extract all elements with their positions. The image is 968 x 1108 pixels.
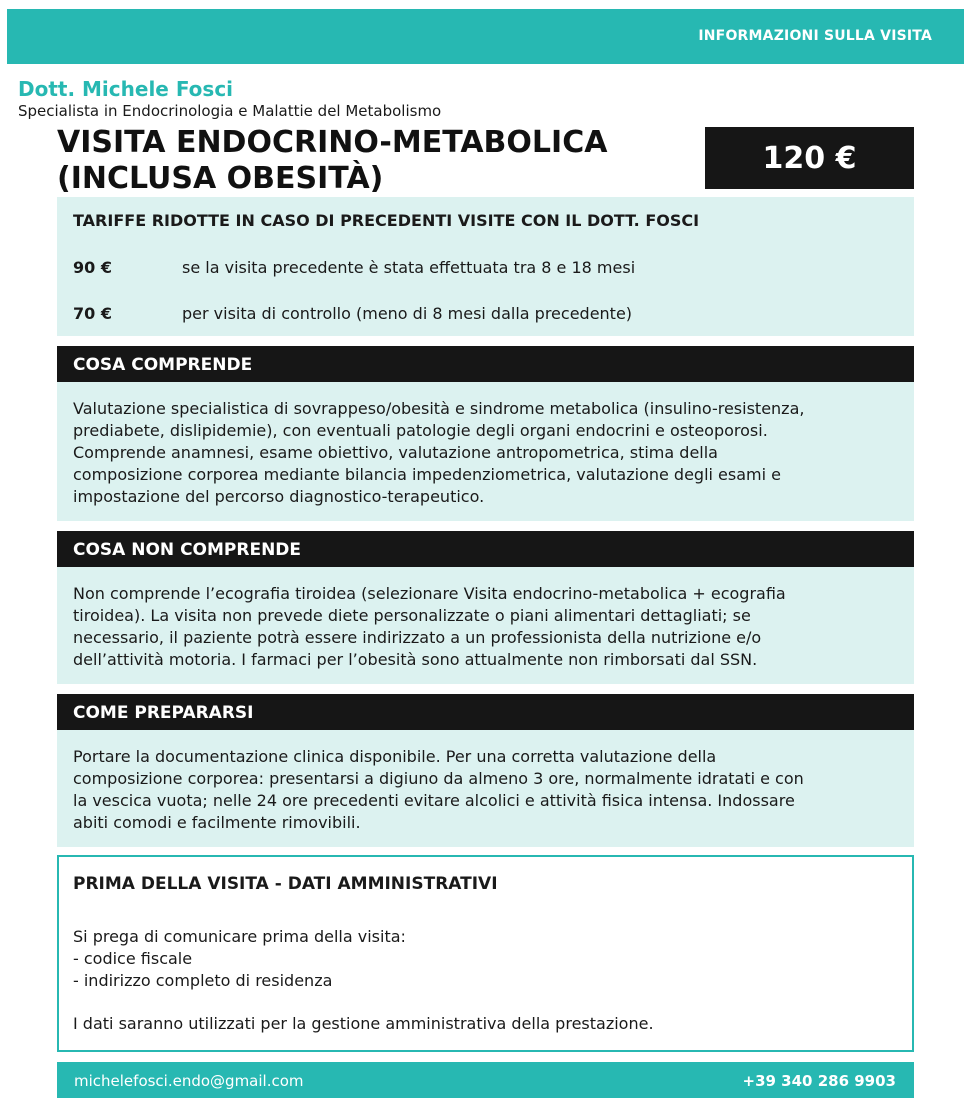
tariffs-title: TARIFFE RIDOTTE IN CASO DI PRECEDENTI VISITE CON IL DOTT. FOSCI [73,211,700,230]
contact-phone: +39 340 286 9903 [742,1072,896,1090]
body-line: prediabete, dislipidemie), con eventuali patologie degli organi endocrini e osteoporosi. [73,421,768,440]
body-line: Comprende anamnesi, esame obiettivo, valutazione antropometrica, stima della [73,443,718,462]
section-body-excludes [57,567,914,684]
reduced-tariffs-panel [57,197,914,336]
tariff-description: se la visita precedente è stata effettuata tra 8 e 18 mesi [182,258,636,277]
admin-note: I dati saranno utilizzati per la gestione amministrativa della prestazione. [73,1014,654,1033]
admin-title: PRIMA DELLA VISITA - DATI AMMINISTRATIVI [73,874,498,894]
tariff-description: per visita di controllo (meno di 8 mesi dalla precedente) [182,304,633,323]
section-header-preparation: COME PREPARARSI [57,694,914,730]
body-line: Non comprende l’ecografia tiroidea (selezionare Visita endocrino-metabolica + ecografia [73,584,786,603]
visit-title-line-1: VISITA ENDOCRINO-METABOLICA [57,125,608,160]
admin-intro: Si prega di comunicare prima della visita: [73,927,406,946]
admin-info-box [57,855,914,1052]
visit-title-line-2: (INCLUSA OBESITÀ) [57,161,384,196]
price-badge: 120 € [705,127,914,189]
contact-email: michelefosci.endo@gmail.com [74,1072,304,1090]
section-header-includes: COSA COMPRENDE [57,346,914,382]
tariff-amount: 70 € [73,304,112,323]
tariff-amount: 90 € [73,258,112,277]
admin-text [73,926,406,992]
admin-item: - codice fiscale [73,949,193,968]
body-line: impostazione del percorso diagnostico-terapeutico. [73,487,485,506]
body-line: la vescica vuota; nelle 24 ore precedenti evitare alcolici e attività fisica intensa. Indossare [73,791,795,810]
body-line: composizione corporea: presentarsi a digiuno da almeno 3 ore, normalmente idratati e con [73,769,804,788]
body-line: necessario, il paziente potrà essere indirizzato a un professionista della nutrizione e/o [73,628,762,647]
body-line: abiti comodi e facilmente rimovibili. [73,813,361,832]
section-body-includes [57,382,914,521]
body-line: tiroidea). La visita non prevede diete personalizzate o piani alimentari dettagliati; se [73,606,751,625]
top-banner [7,9,964,64]
doctor-specialty: Specialista in Endocrinologia e Malattie del Metabolismo [18,102,442,120]
banner-label: INFORMAZIONI SULLA VISITA [698,28,932,44]
body-line: composizione corporea mediante bilancia impedenziometrica, valutazione degli esami e [73,465,781,484]
section-header-excludes: COSA NON COMPRENDE [57,531,914,567]
doctor-name: Dott. Michele Fosci [18,77,234,101]
visit-title [57,125,677,197]
admin-item: - indirizzo completo di residenza [73,971,333,990]
body-line: Portare la documentazione clinica disponibile. Per una corretta valutazione della [73,747,717,766]
section-body-preparation [57,730,914,847]
contact-footer [57,1062,914,1098]
body-line: dell’attività motoria. I farmaci per l’obesità sono attualmente non rimborsati dal SSN. [73,650,758,669]
body-line: Valutazione specialistica di sovrappeso/obesità e sindrome metabolica (insulino-resistenza, [73,399,805,418]
